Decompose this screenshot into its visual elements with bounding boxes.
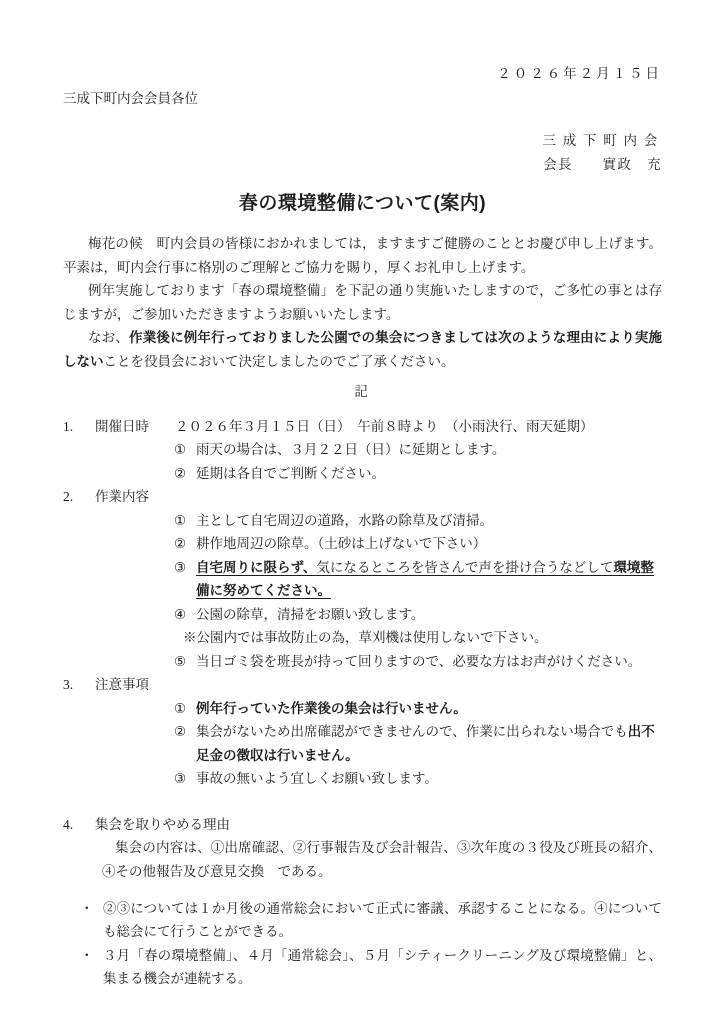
list-item bbox=[174, 532, 662, 556]
section-4-heading: 集会を取りやめる理由 bbox=[95, 816, 230, 832]
document-date: ２０２６年２月１５日 bbox=[497, 66, 662, 81]
section-1-number: 1. bbox=[63, 418, 74, 434]
circled-number-icon: ① bbox=[174, 700, 187, 716]
item-text-emphasized bbox=[196, 556, 662, 603]
list-item bbox=[174, 462, 662, 486]
section-2-work-content bbox=[63, 485, 662, 509]
section-1-schedule bbox=[63, 415, 662, 439]
item-text-emphasized bbox=[196, 697, 662, 721]
item-bold-text: 環境整備に努めてください。 bbox=[196, 559, 654, 598]
section-3-number: 3. bbox=[63, 677, 74, 692]
circled-number-icon: ④ bbox=[174, 606, 187, 622]
detail-list bbox=[63, 415, 662, 991]
item-bold-text: 出不足金の徴収は行いません。 bbox=[196, 724, 655, 763]
circled-number-icon: ① bbox=[174, 442, 187, 457]
circled-number-icon: ⑤ bbox=[174, 653, 187, 669]
section-1-datetime: ２０２６年３月１５日（日） 午前８時より （小雨決行、雨天延期） bbox=[175, 418, 594, 434]
section-2-number: 2. bbox=[63, 489, 74, 504]
item-text: 当日ゴミ袋を班長が持って回りますので、必要な方はお声がけください。 bbox=[196, 653, 642, 669]
document-title: 春の環境整備について(案内) bbox=[238, 193, 487, 214]
sender-block bbox=[63, 129, 665, 176]
sender-name-line: 会長 實政 充 bbox=[543, 156, 662, 172]
notice-bold-text: 作業後に例年行っておりました公園での集会につきましては次のような理由により実施しない bbox=[63, 330, 663, 369]
item-text bbox=[196, 720, 662, 767]
bullet-text: ②③については１か月後の通常総会において正式に審議、承認することになる。④についても総会にて行うことができる。 bbox=[103, 900, 662, 939]
sender-organization: 三成下町内会 bbox=[542, 133, 665, 148]
list-item bbox=[174, 438, 662, 462]
recipient-line: 三成下町内会会員各位 bbox=[63, 90, 198, 106]
section-3-precautions bbox=[63, 673, 662, 697]
circled-number-icon: ② bbox=[174, 465, 187, 481]
item-bold-text: 例年行っていた作業後の集会は行いません。 bbox=[196, 700, 467, 716]
item-regular-text: 気になるところを皆さんで声を掛け合うなどして bbox=[316, 559, 614, 575]
paragraph-greeting: 梅花の候 町内会員の皆様におかれましては，ますますご健勝のこととお慶び申し上げます。平素は，町内会行事に格別のご理解とご協力を賜り，厚くお礼申し上げます。 bbox=[63, 236, 662, 275]
list-item bbox=[174, 603, 662, 627]
item-bold-text: 自宅周りに限らず、 bbox=[196, 559, 317, 575]
section-4-lead-text: 集会の内容は、①出席確認、②行事報告及び会計報告、③次年度の３役及び班長の紹介、④その他報告及び意見交換 である。 bbox=[102, 840, 662, 879]
section-4-reasons bbox=[63, 813, 662, 991]
section-2-heading: 作業内容 bbox=[95, 489, 149, 504]
item-text: 雨天の場合は、３月２２日（日）に延期とします。 bbox=[196, 442, 506, 457]
section-1-heading: 開催日時 bbox=[95, 418, 149, 434]
circled-number-icon: ② bbox=[174, 536, 187, 551]
bullet-item bbox=[80, 944, 662, 991]
notice-prefix: なお、 bbox=[88, 330, 130, 345]
list-item bbox=[174, 556, 662, 603]
list-item bbox=[174, 650, 662, 674]
section-4-heading-row bbox=[63, 813, 662, 837]
item-text: 公園の除草，清掃をお願い致します。 bbox=[196, 606, 425, 622]
item-regular-text: 集会がないため出席確認ができませんので、作業に出られない場合でも bbox=[196, 724, 628, 739]
ki-marker: 記 bbox=[354, 384, 371, 399]
circled-number-icon: ③ bbox=[174, 771, 187, 786]
section-4-number: 4. bbox=[63, 816, 74, 832]
circled-number-icon: ③ bbox=[174, 559, 187, 575]
item-text: 主として自宅周辺の道路，水路の除草及び清掃。 bbox=[196, 512, 493, 528]
bullet-text: ３月「春の環境整備」、４月「通常総会」、５月「シティークリーニング及び環境整備」と、集まる機会が連続する。 bbox=[103, 947, 662, 986]
paragraph-cancellation-notice bbox=[63, 326, 662, 373]
bullet-dot-icon: ・ bbox=[80, 947, 94, 963]
underlined-run bbox=[196, 560, 654, 599]
list-item bbox=[174, 720, 662, 767]
circled-number-icon: ① bbox=[174, 512, 187, 528]
list-item bbox=[174, 509, 662, 533]
caution-note: ※公園内では事故防止の為，草刈機は使用しないで下さい。 bbox=[183, 630, 548, 645]
list-item bbox=[174, 697, 662, 721]
section-3-heading: 注意事項 bbox=[95, 677, 149, 692]
item-text: 耕作地周辺の除草。（土砂は上げないで下さい） bbox=[196, 536, 487, 551]
circled-number-icon: ② bbox=[174, 724, 187, 739]
bullet-dot-icon: ・ bbox=[80, 900, 94, 916]
paragraph-announcement: 例年実施しております「春の環境整備」を下記の通り実施いたしますので，ご多忙の事とは存じますが，ご参加いただきますようお願いいたします。 bbox=[63, 283, 662, 322]
item-text: 延期は各自でご判断ください。 bbox=[196, 465, 385, 481]
body-paragraphs bbox=[63, 232, 662, 373]
list-item bbox=[174, 767, 662, 791]
notice-suffix: ことを役員会において決定しましたのでご了承ください。 bbox=[103, 353, 455, 369]
bullet-item bbox=[80, 897, 662, 944]
item-text: 事故の無いよう宜しくお願い致します。 bbox=[196, 771, 438, 786]
